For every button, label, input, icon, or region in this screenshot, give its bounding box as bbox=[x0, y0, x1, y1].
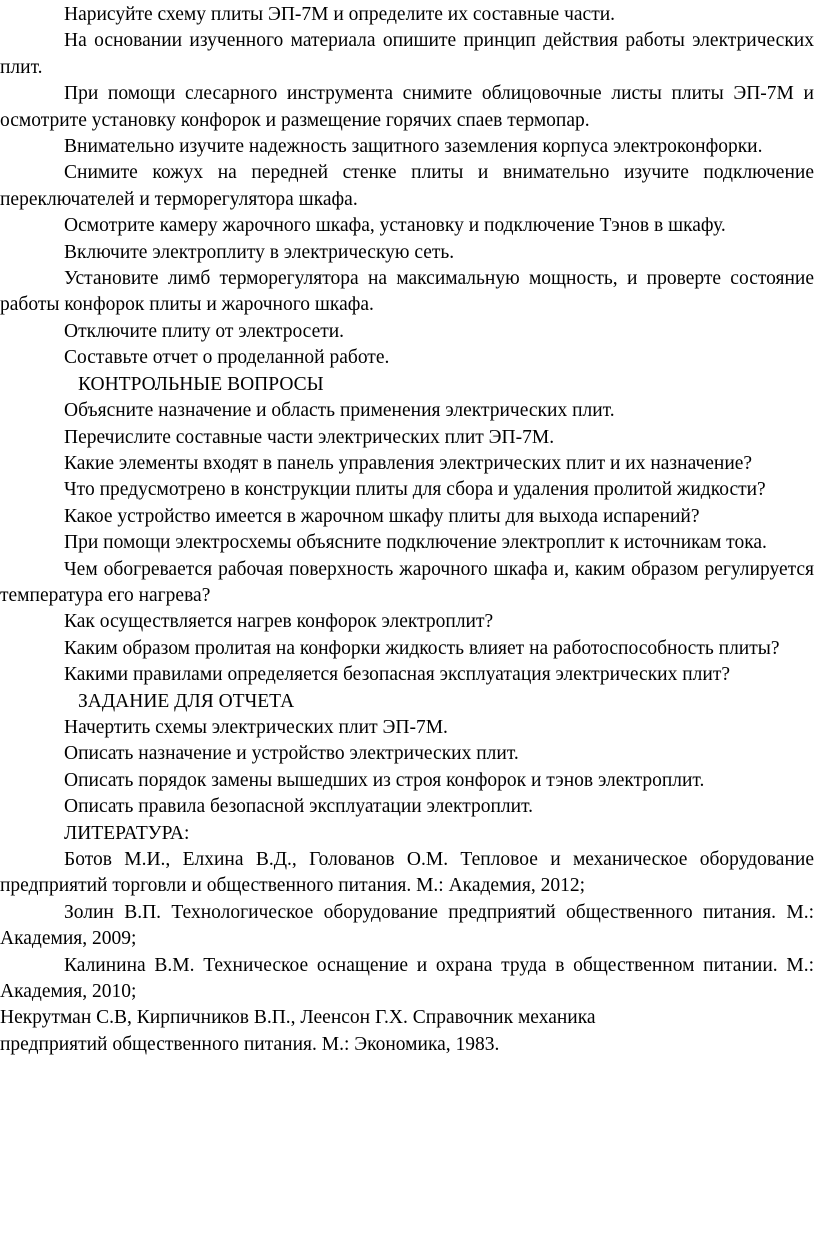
task-paragraph: На основании изученного материала опишите принцип действия работы электрических плит. bbox=[0, 30, 814, 78]
control-question: Каким образом пролитая на конфорки жидкость влияет на работоспособность плиты? bbox=[64, 637, 780, 659]
task-paragraph: Снимите кожух на передней стенке плиты и внимательно изучите подключение переключателей и терморегулятора шкафа. bbox=[0, 162, 814, 210]
report-item: Начертить схемы электрических плит ЭП-7М. bbox=[64, 716, 448, 738]
literature-entry: Золин В.П. Технологическое оборудование предприятий общественного питания. М.: Академия, 2009; bbox=[0, 901, 814, 950]
control-question: Что предусмотрено в конструкции плиты для сбора и удаления пролитой жидкости? bbox=[64, 479, 766, 501]
report-item: Описать назначение и устройство электрических плит. bbox=[64, 743, 519, 765]
literature-entry-last-line-2: предприятий общественного питания. М.: Экономика, 1983. bbox=[0, 1033, 500, 1055]
task-paragraph: Нарисуйте схему плиты ЭП-7М и определите их составные части. bbox=[64, 4, 616, 25]
literature-entry: Калинина В.М. Техническое оснащение и охрана труда в общественном питании. М.: Академия, 2010; bbox=[0, 954, 814, 1003]
control-question: Перечислите составные части электрических плит ЭП-7М. bbox=[64, 426, 555, 448]
literature-entry: Ботов М.И., Елхина В.Д., Голованов О.М. Тепловое и механическое оборудование предприятий торговли и общественного питания. М.: Академия, 2012; bbox=[0, 849, 814, 897]
task-paragraph: Осмотрите камеру жарочного шкафа, установку и подключение Тэнов в шкафу. bbox=[64, 215, 726, 237]
control-question: Объясните назначение и область применения электрических плит. bbox=[64, 400, 615, 422]
control-question: Какие элементы входят в панель управления электрических плит и их назначение? bbox=[64, 452, 753, 474]
control-question: Как осуществляется нагрев конфорок электроплит? bbox=[64, 611, 494, 633]
literature-heading: ЛИТЕРАТУРА: bbox=[64, 822, 190, 844]
task-paragraph: Составьте отчет о проделанной работе. bbox=[64, 347, 390, 369]
control-questions-heading: КОНТРОЛЬНЫЕ ВОПРОСЫ bbox=[78, 373, 324, 395]
report-item: Описать правила безопасной эксплуатации электроплит. bbox=[64, 796, 533, 818]
task-paragraph: Включите электроплиту в электрическую сеть. bbox=[64, 241, 455, 263]
task-paragraph: При помощи слесарного инструмента снимите облицовочные листы плиты ЭП-7М и осмотрите установку конфорок и размещение горячих спаев термопар. bbox=[0, 83, 814, 131]
task-paragraph: Отключите плиту от электросети. bbox=[64, 320, 345, 342]
control-question: Какими правилами определяется безопасная эксплуатация электрических плит? bbox=[64, 664, 731, 686]
task-paragraph: Установите лимб терморегулятора на максимальную мощность, и проверте состояние работы конфорок плиты и жарочного шкафа. bbox=[0, 268, 814, 316]
report-item: Описать порядок замены вышедших из строя конфорок и тэнов электроплит. bbox=[64, 769, 705, 791]
task-paragraph: Внимательно изучите надежность защитного заземления корпуса электроконфорки. bbox=[64, 136, 763, 158]
literature-entry-last-line-1: Некрутман С.В, Кирпичников В.П., Леенсон Г.Х. Справочник механика bbox=[0, 1007, 596, 1029]
report-task-heading: ЗАДАНИЕ ДЛЯ ОТЧЕТА bbox=[78, 690, 295, 712]
control-question: Какое устройство имеется в жарочном шкафу плиты для выхода испарений? bbox=[64, 505, 700, 527]
control-question: Чем обогревается рабочая поверхность жарочного шкафа и, каким образом регулируется температура его нагрева? bbox=[0, 558, 814, 606]
control-question: При помощи электросхемы объясните подключение электроплит к источникам тока. bbox=[64, 532, 767, 554]
